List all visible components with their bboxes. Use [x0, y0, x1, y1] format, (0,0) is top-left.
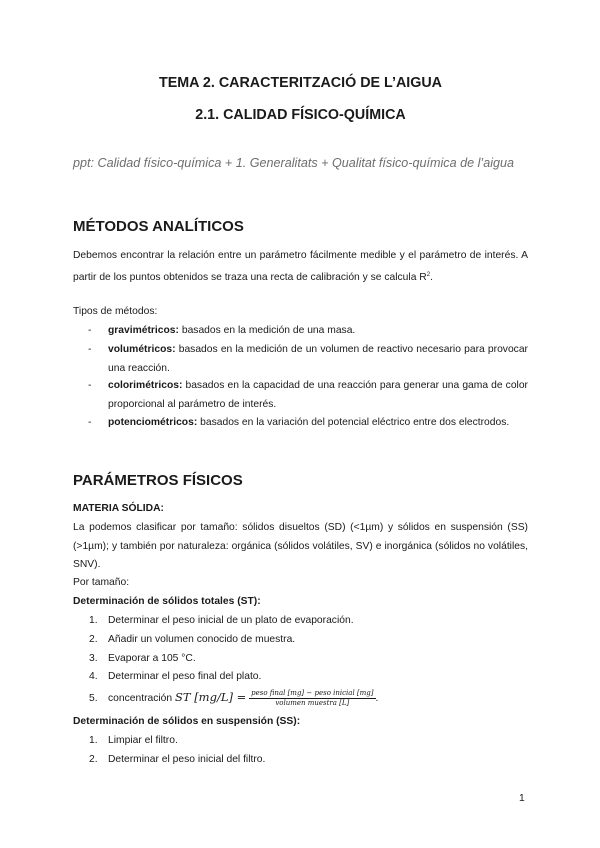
methods-intro: Tipos de métodos: [73, 306, 158, 317]
step-number: 2. [89, 754, 98, 765]
superscript-2: 2 [426, 271, 431, 278]
heading-metodos-analiticos: MÉTODOS ANALÍTICOS [73, 218, 244, 235]
list-item: colorimétricos: basados en la capacidad de una reacción para generar una gama de color proporcional al parámetro de interés. [108, 380, 528, 410]
step-number: 3. [89, 653, 98, 664]
step-number: 1. [89, 615, 98, 626]
bullet-marker: - [88, 417, 92, 428]
paragraph-classification: La podemos clasificar por tamaño: sólidos disueltos (SD) (<1µm) y sólidos en suspensión (SS) (>1µm); y también por naturaleza: orgánica (sólidos volátiles, SV) e inorgánica (sólidos no volátiles, SNV). [73, 522, 528, 570]
st-heading: Determinación de sólidos totales (ST): [73, 596, 261, 607]
formula-fraction [249, 689, 375, 708]
formula-numerator: peso final [mg] − peso inicial [mg] [251, 688, 374, 697]
list-item: Determinar el peso final del plato. [108, 671, 262, 682]
bullet-marker: - [88, 325, 92, 336]
bullet-marker: - [88, 380, 92, 391]
step-number: 1. [89, 735, 98, 746]
step-number: 5. [89, 693, 98, 704]
list-item: Determinar el peso inicial del filtro. [108, 754, 266, 765]
section-title: 2.1. CALIDAD FÍSICO-QUÍMICA [195, 107, 406, 123]
list-item: Evaporar a 105 °C. [108, 653, 196, 664]
page-number: 1 [519, 793, 525, 804]
list-item: Limpiar el filtro. [108, 735, 178, 746]
by-size-label: Por tamaño: [73, 577, 130, 588]
formula-lhs: ST [mg/L] = [174, 690, 247, 704]
list-item: potenciométricos: basados en la variación del potencial eléctrico entre dos electrodos. [108, 417, 510, 428]
ss-heading: Determinación de sólidos en suspensión (SS): [73, 716, 301, 727]
step-number: 4. [89, 671, 98, 682]
heading-parametros-fisicos: PARÁMETROS FÍSICOS [73, 472, 243, 489]
list-item: Determinar el peso inicial de un plato de evaporación. [108, 615, 354, 626]
list-item: Añadir un volumen conocido de muestra. [108, 634, 296, 645]
document-title: TEMA 2. CARACTERITZACIÓ DE L’AIGUA [158, 75, 443, 91]
formula-denominator: volumen muestra [L] [275, 698, 350, 707]
formula-line: concentración ST [mg/L] = $\frac{\text{peso final [mg] − peso inicial [mg]}}{\text{volumen muestra [L]}}$ . [108, 688, 379, 707]
paragraph-calibration: Debemos encontrar la relación entre un parámetro fácilmente medible y el parámetro de interés. A partir de los puntos obtenidos se traza una recta de calibración y se calcula $R^2$. [73, 250, 528, 283]
step-number: 2. [89, 634, 98, 645]
bullet-marker: - [88, 344, 92, 355]
list-item: volumétricos: basados en la medición de un volumen de reactivo necesario para provocar una reacción. [108, 344, 528, 374]
list-item: gravimétricos: basados en la medición de una masa. [108, 325, 356, 336]
subheading-materia-solida: MATERIA SÓLIDA: [73, 503, 164, 514]
ppt-reference: ppt: Calidad físico-química + 1. Generalitats + Qualitat físico-química de l’aigua [73, 156, 515, 170]
